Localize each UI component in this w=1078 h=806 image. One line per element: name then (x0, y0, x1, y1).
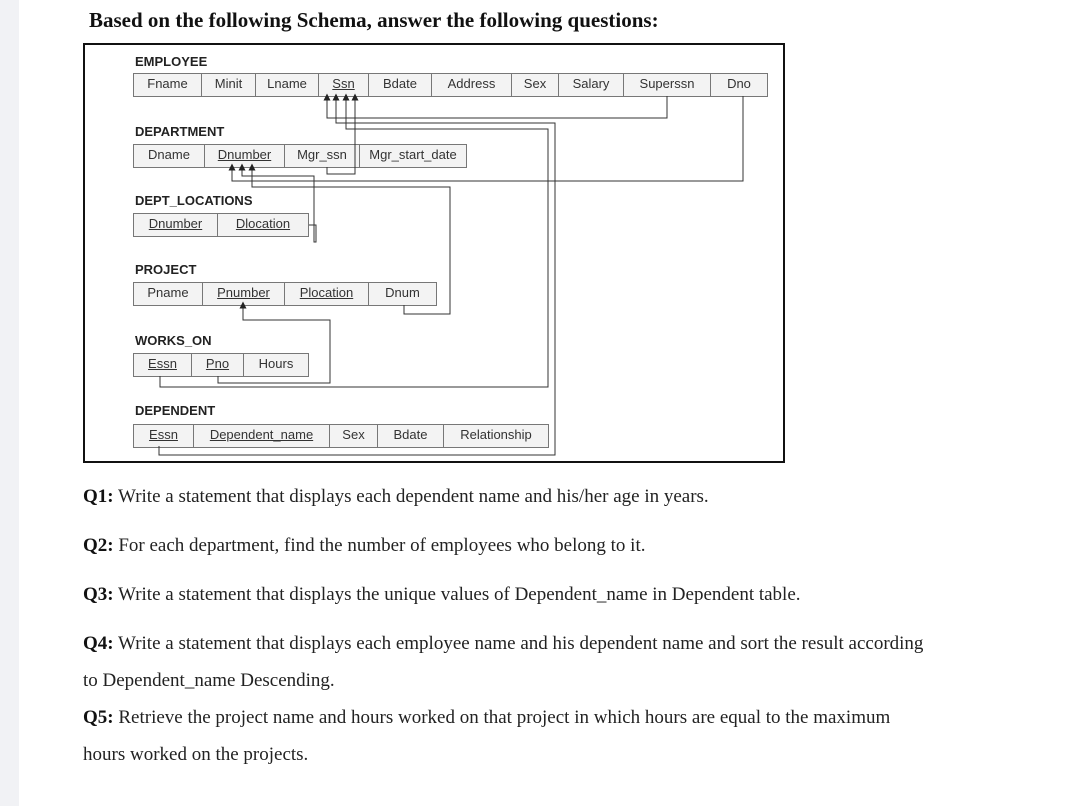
attr-dependent-name: Dependent_name (194, 425, 330, 447)
attr-minit: Minit (202, 74, 256, 96)
attr-dnumber: Dnumber (134, 214, 218, 236)
question-5-text: Retrieve the project name and hours worked on that project in which hours are equal to the maximum (118, 707, 891, 728)
project-relation-name: PROJECT (135, 262, 197, 277)
question-5-continuation: hours worked on the projects. (83, 744, 309, 765)
attr-relationship: Relationship (460, 427, 532, 442)
question-2 (83, 527, 645, 564)
left-gutter (0, 0, 19, 806)
question-5 (83, 699, 890, 736)
attr-mgr-start-date: Mgr_start_date (369, 147, 457, 162)
question-2-label: Q2: (83, 535, 114, 556)
attr-dnum: Dnum (385, 285, 420, 300)
question-3-label: Q3: (83, 584, 114, 605)
attr-address: Address (432, 74, 512, 96)
question-1-text: Write a statement that displays each dependent name and his/her age in years. (118, 486, 709, 507)
question-1 (83, 478, 709, 515)
question-4-continuation: to Dependent_name Descending. (83, 670, 335, 691)
attr-pname: Pname (134, 283, 203, 305)
dependent-table (133, 424, 549, 448)
dept-locations-relation-name: DEPT_LOCATIONS (135, 193, 253, 208)
attr-sex: Sex (330, 425, 378, 447)
attr-dnumber: Dnumber (205, 145, 285, 167)
attr-essn: Essn (134, 425, 194, 447)
department-relation-name: DEPARTMENT (135, 124, 225, 139)
department-table (133, 144, 467, 168)
attr-dname: Dname (134, 145, 205, 167)
attr-bdate: Bdate (369, 74, 432, 96)
attr-salary: Salary (559, 74, 624, 96)
question-3-text: Write a statement that displays the unique values of Dependent_name in Dependent table. (118, 584, 801, 605)
attr-dlocation: Dlocation (235, 216, 291, 231)
attr-pno: Pno (192, 354, 244, 376)
question-4-text: Write a statement that displays each employee name and his dependent name and sort the result according (118, 633, 924, 654)
question-1-label: Q1: (83, 486, 114, 507)
works-on-relation-name: WORKS_ON (135, 333, 212, 348)
project-table (133, 282, 437, 306)
works-on-table (133, 353, 309, 377)
attr-dno: Dno (727, 76, 751, 91)
attr-superssn: Superssn (624, 74, 711, 96)
question-3 (83, 576, 801, 613)
attr-bdate: Bdate (378, 425, 444, 447)
attr-pnumber: Pnumber (203, 283, 285, 305)
attr-lname: Lname (256, 74, 319, 96)
question-2-text: For each department, find the number of employees who belong to it. (118, 535, 646, 556)
question-5-label: Q5: (83, 707, 114, 728)
attr-essn: Essn (134, 354, 192, 376)
question-4 (83, 625, 923, 662)
page-title: Based on the following Schema, answer the following questions: (89, 8, 659, 32)
employee-table (133, 73, 768, 97)
schema-diagram (83, 43, 785, 463)
attr-plocation: Plocation (285, 283, 369, 305)
question-4-label: Q4: (83, 633, 114, 654)
dependent-relation-name: DEPENDENT (135, 403, 216, 418)
attr-hours: Hours (258, 356, 294, 371)
attr-ssn: Ssn (319, 74, 369, 96)
attr-sex: Sex (512, 74, 559, 96)
employee-relation-name: EMPLOYEE (135, 54, 208, 69)
attr-mgr-ssn: Mgr_ssn (285, 145, 360, 167)
attr-fname: Fname (134, 74, 202, 96)
dept-locations-table (133, 213, 309, 237)
